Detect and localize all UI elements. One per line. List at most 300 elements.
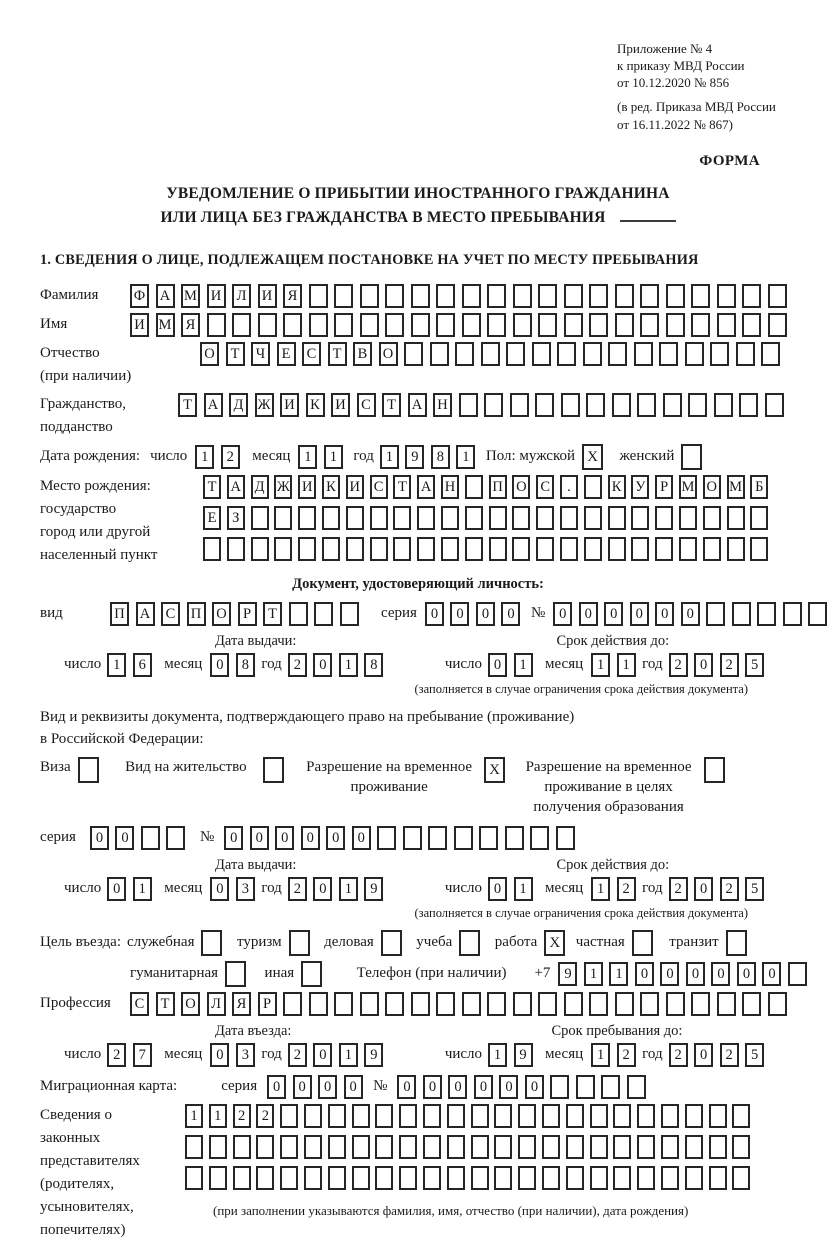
char-cell[interactable] bbox=[360, 313, 379, 337]
char-cell[interactable] bbox=[141, 826, 160, 850]
char-cell[interactable]: 0 bbox=[107, 877, 126, 901]
char-cell[interactable]: Я bbox=[232, 992, 251, 1016]
char-cell[interactable] bbox=[640, 992, 659, 1016]
char-cell[interactable]: О bbox=[181, 992, 200, 1016]
char-cell[interactable]: С bbox=[130, 992, 149, 1016]
char-cell[interactable] bbox=[732, 1166, 750, 1190]
char-cell[interactable] bbox=[227, 537, 245, 561]
char-cell[interactable] bbox=[185, 1135, 203, 1159]
char-cell[interactable] bbox=[679, 537, 697, 561]
char-cell[interactable]: О bbox=[703, 475, 721, 499]
char-cell[interactable]: В bbox=[353, 342, 372, 366]
char-cell[interactable] bbox=[513, 313, 532, 337]
char-cell[interactable] bbox=[560, 506, 578, 530]
char-cell[interactable]: 0 bbox=[488, 653, 507, 677]
char-cell[interactable] bbox=[309, 313, 328, 337]
char-cell[interactable]: 0 bbox=[326, 826, 345, 850]
char-cell[interactable] bbox=[328, 1135, 346, 1159]
char-cell[interactable] bbox=[346, 506, 364, 530]
char-cell[interactable]: С bbox=[357, 393, 376, 417]
char-cell[interactable] bbox=[233, 1135, 251, 1159]
char-cell[interactable]: 0 bbox=[313, 877, 332, 901]
char-cell[interactable] bbox=[732, 602, 751, 626]
char-cell[interactable] bbox=[447, 1135, 465, 1159]
char-cell[interactable]: Я bbox=[283, 284, 302, 308]
char-cell[interactable] bbox=[637, 393, 656, 417]
char-cell[interactable]: Ф bbox=[130, 284, 149, 308]
char-cell[interactable] bbox=[589, 992, 608, 1016]
char-cell[interactable]: О bbox=[512, 475, 530, 499]
char-cell[interactable] bbox=[566, 1104, 584, 1128]
char-cell[interactable] bbox=[428, 826, 447, 850]
char-cell[interactable] bbox=[322, 537, 340, 561]
char-cell[interactable] bbox=[309, 284, 328, 308]
char-cell[interactable] bbox=[487, 992, 506, 1016]
char-cell[interactable]: 5 bbox=[745, 877, 764, 901]
char-cell[interactable] bbox=[615, 313, 634, 337]
purpose-transit-checkbox[interactable] bbox=[726, 930, 747, 956]
char-cell[interactable] bbox=[423, 1104, 441, 1128]
char-cell[interactable] bbox=[403, 826, 422, 850]
char-cell[interactable] bbox=[808, 602, 827, 626]
female-checkbox[interactable] bbox=[681, 444, 702, 470]
char-cell[interactable] bbox=[256, 1135, 274, 1159]
char-cell[interactable] bbox=[608, 506, 626, 530]
char-cell[interactable] bbox=[340, 602, 359, 626]
char-cell[interactable] bbox=[742, 284, 761, 308]
char-cell[interactable] bbox=[322, 506, 340, 530]
char-cell[interactable]: 2 bbox=[669, 653, 688, 677]
char-cell[interactable] bbox=[399, 1135, 417, 1159]
char-cell[interactable]: 1 bbox=[514, 877, 533, 901]
purpose-work-checkbox[interactable]: X bbox=[544, 930, 565, 956]
char-cell[interactable] bbox=[489, 537, 507, 561]
char-cell[interactable] bbox=[659, 342, 678, 366]
char-cell[interactable]: 0 bbox=[474, 1075, 493, 1099]
char-cell[interactable]: 6 bbox=[133, 653, 152, 677]
char-cell[interactable] bbox=[732, 1135, 750, 1159]
char-cell[interactable] bbox=[334, 284, 353, 308]
char-cell[interactable] bbox=[584, 537, 602, 561]
char-cell[interactable] bbox=[393, 537, 411, 561]
char-cell[interactable]: 1 bbox=[324, 445, 343, 469]
char-cell[interactable] bbox=[538, 992, 557, 1016]
char-cell[interactable]: 0 bbox=[711, 962, 730, 986]
char-cell[interactable] bbox=[479, 826, 498, 850]
char-cell[interactable]: С bbox=[536, 475, 554, 499]
char-cell[interactable]: К bbox=[322, 475, 340, 499]
char-cell[interactable]: 0 bbox=[313, 653, 332, 677]
char-cell[interactable]: 0 bbox=[344, 1075, 363, 1099]
char-cell[interactable]: 0 bbox=[635, 962, 654, 986]
char-cell[interactable] bbox=[298, 506, 316, 530]
char-cell[interactable]: 0 bbox=[293, 1075, 312, 1099]
char-cell[interactable]: 1 bbox=[195, 445, 214, 469]
char-cell[interactable] bbox=[454, 826, 473, 850]
char-cell[interactable] bbox=[742, 992, 761, 1016]
char-cell[interactable] bbox=[703, 537, 721, 561]
char-cell[interactable]: И bbox=[258, 284, 277, 308]
char-cell[interactable] bbox=[637, 1166, 655, 1190]
char-cell[interactable]: 2 bbox=[288, 877, 307, 901]
char-cell[interactable]: Т bbox=[178, 393, 197, 417]
char-cell[interactable] bbox=[436, 284, 455, 308]
char-cell[interactable]: И bbox=[130, 313, 149, 337]
char-cell[interactable] bbox=[536, 506, 554, 530]
char-cell[interactable] bbox=[564, 284, 583, 308]
char-cell[interactable] bbox=[370, 506, 388, 530]
char-cell[interactable] bbox=[631, 537, 649, 561]
char-cell[interactable]: 0 bbox=[450, 602, 469, 626]
char-cell[interactable] bbox=[309, 992, 328, 1016]
char-cell[interactable] bbox=[512, 537, 530, 561]
char-cell[interactable]: К bbox=[306, 393, 325, 417]
char-cell[interactable] bbox=[280, 1104, 298, 1128]
char-cell[interactable] bbox=[207, 313, 226, 337]
char-cell[interactable] bbox=[535, 393, 554, 417]
char-cell[interactable]: А bbox=[204, 393, 223, 417]
visa-checkbox[interactable] bbox=[78, 757, 99, 783]
char-cell[interactable] bbox=[505, 826, 524, 850]
char-cell[interactable]: 0 bbox=[660, 962, 679, 986]
char-cell[interactable] bbox=[258, 313, 277, 337]
char-cell[interactable]: 3 bbox=[236, 1043, 255, 1067]
char-cell[interactable] bbox=[608, 537, 626, 561]
char-cell[interactable] bbox=[256, 1166, 274, 1190]
char-cell[interactable] bbox=[590, 1104, 608, 1128]
char-cell[interactable] bbox=[530, 826, 549, 850]
char-cell[interactable] bbox=[666, 284, 685, 308]
char-cell[interactable] bbox=[494, 1135, 512, 1159]
char-cell[interactable] bbox=[709, 1135, 727, 1159]
char-cell[interactable]: 2 bbox=[233, 1104, 251, 1128]
char-cell[interactable] bbox=[283, 992, 302, 1016]
char-cell[interactable] bbox=[727, 506, 745, 530]
char-cell[interactable]: К bbox=[608, 475, 626, 499]
char-cell[interactable] bbox=[561, 393, 580, 417]
char-cell[interactable] bbox=[666, 992, 685, 1016]
char-cell[interactable] bbox=[399, 1166, 417, 1190]
char-cell[interactable]: 1 bbox=[591, 1043, 610, 1067]
purpose-tourism-checkbox[interactable] bbox=[289, 930, 310, 956]
char-cell[interactable] bbox=[761, 342, 780, 366]
char-cell[interactable] bbox=[233, 1166, 251, 1190]
char-cell[interactable]: 1 bbox=[488, 1043, 507, 1067]
char-cell[interactable]: 0 bbox=[210, 877, 229, 901]
char-cell[interactable]: И bbox=[346, 475, 364, 499]
char-cell[interactable] bbox=[471, 1135, 489, 1159]
char-cell[interactable] bbox=[352, 1166, 370, 1190]
char-cell[interactable]: 0 bbox=[686, 962, 705, 986]
char-cell[interactable]: 1 bbox=[380, 445, 399, 469]
char-cell[interactable] bbox=[423, 1135, 441, 1159]
char-cell[interactable] bbox=[484, 393, 503, 417]
char-cell[interactable]: Т bbox=[263, 602, 282, 626]
char-cell[interactable] bbox=[518, 1104, 536, 1128]
char-cell[interactable]: Н bbox=[441, 475, 459, 499]
char-cell[interactable]: М bbox=[156, 313, 175, 337]
char-cell[interactable] bbox=[685, 1135, 703, 1159]
char-cell[interactable]: 0 bbox=[630, 602, 649, 626]
char-cell[interactable]: Р bbox=[238, 602, 257, 626]
char-cell[interactable]: 5 bbox=[745, 653, 764, 677]
char-cell[interactable] bbox=[314, 602, 333, 626]
char-cell[interactable]: 2 bbox=[617, 877, 636, 901]
char-cell[interactable] bbox=[518, 1166, 536, 1190]
char-cell[interactable] bbox=[583, 342, 602, 366]
char-cell[interactable] bbox=[736, 342, 755, 366]
char-cell[interactable]: 0 bbox=[655, 602, 674, 626]
char-cell[interactable] bbox=[334, 992, 353, 1016]
char-cell[interactable] bbox=[494, 1104, 512, 1128]
char-cell[interactable]: Л bbox=[207, 992, 226, 1016]
char-cell[interactable] bbox=[447, 1104, 465, 1128]
char-cell[interactable]: 0 bbox=[525, 1075, 544, 1099]
char-cell[interactable] bbox=[584, 506, 602, 530]
char-cell[interactable]: 0 bbox=[210, 653, 229, 677]
char-cell[interactable] bbox=[615, 284, 634, 308]
char-cell[interactable] bbox=[513, 284, 532, 308]
char-cell[interactable] bbox=[608, 342, 627, 366]
char-cell[interactable]: 8 bbox=[364, 653, 383, 677]
char-cell[interactable]: 5 bbox=[745, 1043, 764, 1067]
char-cell[interactable] bbox=[334, 313, 353, 337]
char-cell[interactable]: 0 bbox=[425, 602, 444, 626]
char-cell[interactable] bbox=[441, 537, 459, 561]
char-cell[interactable]: У bbox=[631, 475, 649, 499]
char-cell[interactable] bbox=[576, 1075, 595, 1099]
char-cell[interactable] bbox=[289, 602, 308, 626]
char-cell[interactable] bbox=[560, 537, 578, 561]
char-cell[interactable] bbox=[768, 992, 787, 1016]
char-cell[interactable]: Ж bbox=[255, 393, 274, 417]
char-cell[interactable]: И bbox=[331, 393, 350, 417]
char-cell[interactable]: 3 bbox=[236, 877, 255, 901]
char-cell[interactable]: Е bbox=[203, 506, 221, 530]
char-cell[interactable]: 9 bbox=[405, 445, 424, 469]
char-cell[interactable] bbox=[209, 1166, 227, 1190]
char-cell[interactable]: 0 bbox=[604, 602, 623, 626]
char-cell[interactable] bbox=[185, 1166, 203, 1190]
char-cell[interactable]: 0 bbox=[488, 877, 507, 901]
char-cell[interactable]: С bbox=[302, 342, 321, 366]
char-cell[interactable]: 0 bbox=[224, 826, 243, 850]
char-cell[interactable] bbox=[750, 506, 768, 530]
char-cell[interactable] bbox=[590, 1166, 608, 1190]
char-cell[interactable] bbox=[538, 313, 557, 337]
char-cell[interactable]: 0 bbox=[267, 1075, 286, 1099]
char-cell[interactable]: И bbox=[207, 284, 226, 308]
char-cell[interactable]: 2 bbox=[288, 1043, 307, 1067]
char-cell[interactable] bbox=[538, 284, 557, 308]
char-cell[interactable]: Б bbox=[750, 475, 768, 499]
char-cell[interactable]: З bbox=[227, 506, 245, 530]
char-cell[interactable] bbox=[613, 1104, 631, 1128]
char-cell[interactable]: 0 bbox=[313, 1043, 332, 1067]
residence-permit-checkbox[interactable] bbox=[263, 757, 284, 783]
char-cell[interactable] bbox=[542, 1135, 560, 1159]
char-cell[interactable]: 0 bbox=[737, 962, 756, 986]
char-cell[interactable] bbox=[556, 826, 575, 850]
char-cell[interactable]: 0 bbox=[423, 1075, 442, 1099]
char-cell[interactable] bbox=[710, 342, 729, 366]
char-cell[interactable] bbox=[436, 313, 455, 337]
char-cell[interactable] bbox=[703, 506, 721, 530]
char-cell[interactable]: И bbox=[298, 475, 316, 499]
char-cell[interactable] bbox=[615, 992, 634, 1016]
char-cell[interactable] bbox=[360, 284, 379, 308]
char-cell[interactable]: 0 bbox=[275, 826, 294, 850]
char-cell[interactable] bbox=[399, 1104, 417, 1128]
char-cell[interactable] bbox=[717, 992, 736, 1016]
char-cell[interactable] bbox=[512, 506, 530, 530]
char-cell[interactable]: А bbox=[156, 284, 175, 308]
edu-residence-permit-checkbox[interactable] bbox=[704, 757, 725, 783]
char-cell[interactable]: 2 bbox=[720, 877, 739, 901]
char-cell[interactable]: 8 bbox=[236, 653, 255, 677]
char-cell[interactable] bbox=[489, 506, 507, 530]
char-cell[interactable]: Т bbox=[203, 475, 221, 499]
char-cell[interactable]: 0 bbox=[501, 602, 520, 626]
char-cell[interactable]: Е bbox=[277, 342, 296, 366]
char-cell[interactable] bbox=[481, 342, 500, 366]
char-cell[interactable] bbox=[634, 342, 653, 366]
char-cell[interactable] bbox=[765, 393, 784, 417]
char-cell[interactable] bbox=[691, 284, 710, 308]
char-cell[interactable]: Я bbox=[181, 313, 200, 337]
char-cell[interactable] bbox=[436, 992, 455, 1016]
char-cell[interactable]: Т bbox=[226, 342, 245, 366]
char-cell[interactable]: 2 bbox=[720, 653, 739, 677]
char-cell[interactable]: 2 bbox=[256, 1104, 274, 1128]
char-cell[interactable] bbox=[304, 1135, 322, 1159]
char-cell[interactable]: 0 bbox=[448, 1075, 467, 1099]
char-cell[interactable]: 0 bbox=[694, 653, 713, 677]
char-cell[interactable]: 0 bbox=[499, 1075, 518, 1099]
char-cell[interactable] bbox=[631, 506, 649, 530]
char-cell[interactable] bbox=[441, 506, 459, 530]
char-cell[interactable]: 2 bbox=[221, 445, 240, 469]
char-cell[interactable]: И bbox=[280, 393, 299, 417]
char-cell[interactable] bbox=[688, 393, 707, 417]
purpose-private-checkbox[interactable] bbox=[632, 930, 653, 956]
char-cell[interactable]: П bbox=[187, 602, 206, 626]
char-cell[interactable]: Т bbox=[328, 342, 347, 366]
char-cell[interactable] bbox=[304, 1166, 322, 1190]
char-cell[interactable] bbox=[411, 992, 430, 1016]
char-cell[interactable]: 9 bbox=[514, 1043, 533, 1067]
char-cell[interactable]: 0 bbox=[579, 602, 598, 626]
char-cell[interactable] bbox=[417, 506, 435, 530]
char-cell[interactable] bbox=[352, 1135, 370, 1159]
char-cell[interactable] bbox=[566, 1135, 584, 1159]
char-cell[interactable] bbox=[685, 1104, 703, 1128]
male-checkbox[interactable]: X bbox=[582, 444, 603, 470]
char-cell[interactable]: П bbox=[110, 602, 129, 626]
char-cell[interactable]: 0 bbox=[476, 602, 495, 626]
char-cell[interactable] bbox=[328, 1166, 346, 1190]
char-cell[interactable] bbox=[404, 342, 423, 366]
char-cell[interactable] bbox=[487, 313, 506, 337]
char-cell[interactable]: 0 bbox=[301, 826, 320, 850]
char-cell[interactable] bbox=[691, 992, 710, 1016]
char-cell[interactable] bbox=[471, 1166, 489, 1190]
char-cell[interactable]: Д bbox=[251, 475, 269, 499]
char-cell[interactable] bbox=[768, 313, 787, 337]
char-cell[interactable] bbox=[566, 1166, 584, 1190]
char-cell[interactable] bbox=[536, 537, 554, 561]
char-cell[interactable] bbox=[411, 313, 430, 337]
char-cell[interactable] bbox=[385, 992, 404, 1016]
char-cell[interactable]: М bbox=[679, 475, 697, 499]
char-cell[interactable]: 0 bbox=[681, 602, 700, 626]
char-cell[interactable]: А bbox=[136, 602, 155, 626]
char-cell[interactable] bbox=[564, 313, 583, 337]
char-cell[interactable]: 0 bbox=[762, 962, 781, 986]
char-cell[interactable] bbox=[487, 284, 506, 308]
char-cell[interactable] bbox=[661, 1104, 679, 1128]
char-cell[interactable] bbox=[411, 284, 430, 308]
char-cell[interactable]: М bbox=[181, 284, 200, 308]
char-cell[interactable]: 1 bbox=[339, 877, 358, 901]
char-cell[interactable] bbox=[590, 1135, 608, 1159]
char-cell[interactable] bbox=[232, 313, 251, 337]
char-cell[interactable]: 0 bbox=[397, 1075, 416, 1099]
char-cell[interactable]: 0 bbox=[553, 602, 572, 626]
char-cell[interactable] bbox=[717, 284, 736, 308]
char-cell[interactable] bbox=[532, 342, 551, 366]
char-cell[interactable]: 7 bbox=[133, 1043, 152, 1067]
char-cell[interactable] bbox=[685, 1166, 703, 1190]
char-cell[interactable]: 2 bbox=[107, 1043, 126, 1067]
char-cell[interactable]: Д bbox=[229, 393, 248, 417]
purpose-study-checkbox[interactable] bbox=[459, 930, 480, 956]
char-cell[interactable] bbox=[637, 1135, 655, 1159]
char-cell[interactable]: 9 bbox=[558, 962, 577, 986]
char-cell[interactable]: Т bbox=[393, 475, 411, 499]
char-cell[interactable] bbox=[627, 1075, 646, 1099]
char-cell[interactable] bbox=[757, 602, 776, 626]
char-cell[interactable] bbox=[298, 537, 316, 561]
temp-residence-permit-checkbox[interactable]: X bbox=[484, 757, 505, 783]
char-cell[interactable] bbox=[346, 537, 364, 561]
char-cell[interactable] bbox=[564, 992, 583, 1016]
char-cell[interactable]: Ч bbox=[251, 342, 270, 366]
char-cell[interactable]: 9 bbox=[364, 877, 383, 901]
char-cell[interactable]: 1 bbox=[185, 1104, 203, 1128]
char-cell[interactable] bbox=[679, 506, 697, 530]
char-cell[interactable]: 1 bbox=[339, 653, 358, 677]
char-cell[interactable] bbox=[584, 475, 602, 499]
char-cell[interactable] bbox=[375, 1166, 393, 1190]
char-cell[interactable] bbox=[304, 1104, 322, 1128]
char-cell[interactable]: 0 bbox=[694, 877, 713, 901]
char-cell[interactable] bbox=[462, 992, 481, 1016]
char-cell[interactable]: 2 bbox=[669, 877, 688, 901]
char-cell[interactable] bbox=[685, 342, 704, 366]
char-cell[interactable]: 1 bbox=[584, 962, 603, 986]
char-cell[interactable]: М bbox=[727, 475, 745, 499]
char-cell[interactable] bbox=[557, 342, 576, 366]
char-cell[interactable] bbox=[370, 537, 388, 561]
char-cell[interactable] bbox=[742, 313, 761, 337]
char-cell[interactable] bbox=[494, 1166, 512, 1190]
char-cell[interactable] bbox=[709, 1104, 727, 1128]
char-cell[interactable] bbox=[251, 506, 269, 530]
char-cell[interactable] bbox=[655, 537, 673, 561]
char-cell[interactable] bbox=[385, 313, 404, 337]
char-cell[interactable] bbox=[666, 313, 685, 337]
